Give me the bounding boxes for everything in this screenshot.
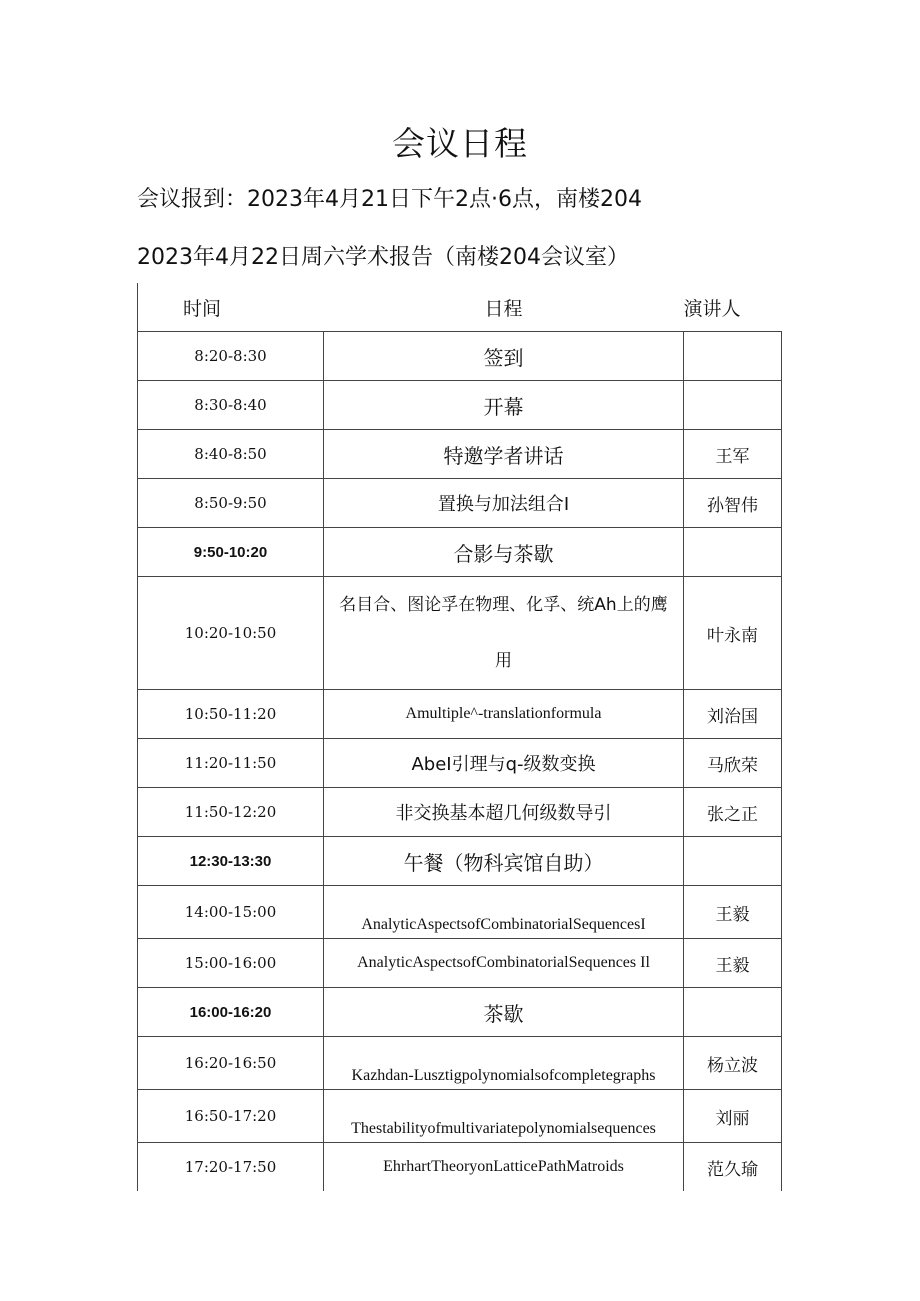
event-cell: 名目合、图论孚在物理、化孚、统Ah上的鹰用	[324, 577, 684, 690]
time-cell: 17:20-17:50	[138, 1143, 324, 1192]
speaker-cell: 刘治国	[684, 690, 782, 739]
page-title: 会议日程	[392, 124, 528, 163]
header-schedule: 日程	[324, 283, 684, 332]
table-row	[138, 577, 782, 690]
time-cell: 8:20-8:30	[138, 332, 324, 381]
time-cell: 14:00-15:00	[138, 886, 324, 939]
table-header-row	[138, 283, 782, 332]
time-cell: 10:20-10:50	[138, 577, 324, 690]
speaker-cell: 叶永南	[684, 577, 782, 690]
time-cell: 12:30-13:30	[138, 837, 324, 886]
event-cell: 签到	[324, 332, 684, 381]
speaker-cell: 张之正	[684, 788, 782, 837]
table-row	[138, 430, 782, 479]
table-row	[138, 988, 782, 1037]
speaker-cell: 范久瑜	[684, 1143, 782, 1192]
speaker-cell	[684, 988, 782, 1037]
event-cell: AnalyticAspectsofCombinatorialSequences Il	[324, 939, 684, 988]
event-cell: 午餐（物科宾馆自助）	[324, 837, 684, 886]
event-cell: 置换与加法组合I	[324, 479, 684, 528]
schedule-table	[137, 283, 782, 1191]
table-row	[138, 479, 782, 528]
subtitle: 2023年4月22日周六学术报告（南楼204会议室）	[137, 245, 629, 270]
table-row	[138, 788, 782, 837]
time-cell: 16:20-16:50	[138, 1037, 324, 1090]
time-cell: 8:50-9:50	[138, 479, 324, 528]
time-cell: 11:50-12:20	[138, 788, 324, 837]
header-speaker: 演讲人	[684, 283, 782, 332]
table-row	[138, 528, 782, 577]
time-cell: 8:30-8:40	[138, 381, 324, 430]
table-row	[138, 1143, 782, 1192]
header-time: 时间	[138, 283, 324, 332]
event-cell: 特邀学者讲话	[324, 430, 684, 479]
table-row	[138, 381, 782, 430]
speaker-cell	[684, 332, 782, 381]
event-cell: AbeI引理与q-级数变换	[324, 739, 684, 788]
table-row	[138, 886, 782, 939]
event-cell: 非交换基本超几何级数导引	[324, 788, 684, 837]
speaker-cell	[684, 528, 782, 577]
table-row	[138, 739, 782, 788]
speaker-cell: 马欣荣	[684, 739, 782, 788]
speaker-cell: 刘丽	[684, 1090, 782, 1143]
time-cell: 10:50-11:20	[138, 690, 324, 739]
event-cell: Kazhdan-Lusztigpolynomialsofcompletegraphs	[324, 1037, 684, 1090]
event-cell: Amultiple^-translationformula	[324, 690, 684, 739]
speaker-cell	[684, 381, 782, 430]
time-cell: 16:00-16:20	[138, 988, 324, 1037]
event-cell: AnalyticAspectsofCombinatorialSequencesI	[324, 886, 684, 939]
table-row	[138, 332, 782, 381]
speaker-cell: 王毅	[684, 886, 782, 939]
table-row	[138, 1037, 782, 1090]
time-cell: 8:40-8:50	[138, 430, 324, 479]
speaker-cell: 王毅	[684, 939, 782, 988]
table-row	[138, 939, 782, 988]
table-row	[138, 1090, 782, 1143]
event-cell: 合影与茶歇	[324, 528, 684, 577]
speaker-cell	[684, 837, 782, 886]
event-cell: 开幕	[324, 381, 684, 430]
event-cell: EhrhartTheoryonLatticePathMatroids	[324, 1143, 684, 1192]
time-cell: 9:50-10:20	[138, 528, 324, 577]
speaker-cell: 孙智伟	[684, 479, 782, 528]
time-cell: 11:20-11:50	[138, 739, 324, 788]
registration-info: 会议报到：2023年4月21日下午2点·6点，南楼204	[137, 187, 642, 212]
event-cell: 茶歇	[324, 988, 684, 1037]
time-cell: 16:50-17:20	[138, 1090, 324, 1143]
speaker-cell: 杨立波	[684, 1037, 782, 1090]
table-row	[138, 690, 782, 739]
speaker-cell: 王军	[684, 430, 782, 479]
time-cell: 15:00-16:00	[138, 939, 324, 988]
table-row	[138, 837, 782, 886]
event-cell: Thestabilityofmultivariatepolynomialsequences	[324, 1090, 684, 1143]
